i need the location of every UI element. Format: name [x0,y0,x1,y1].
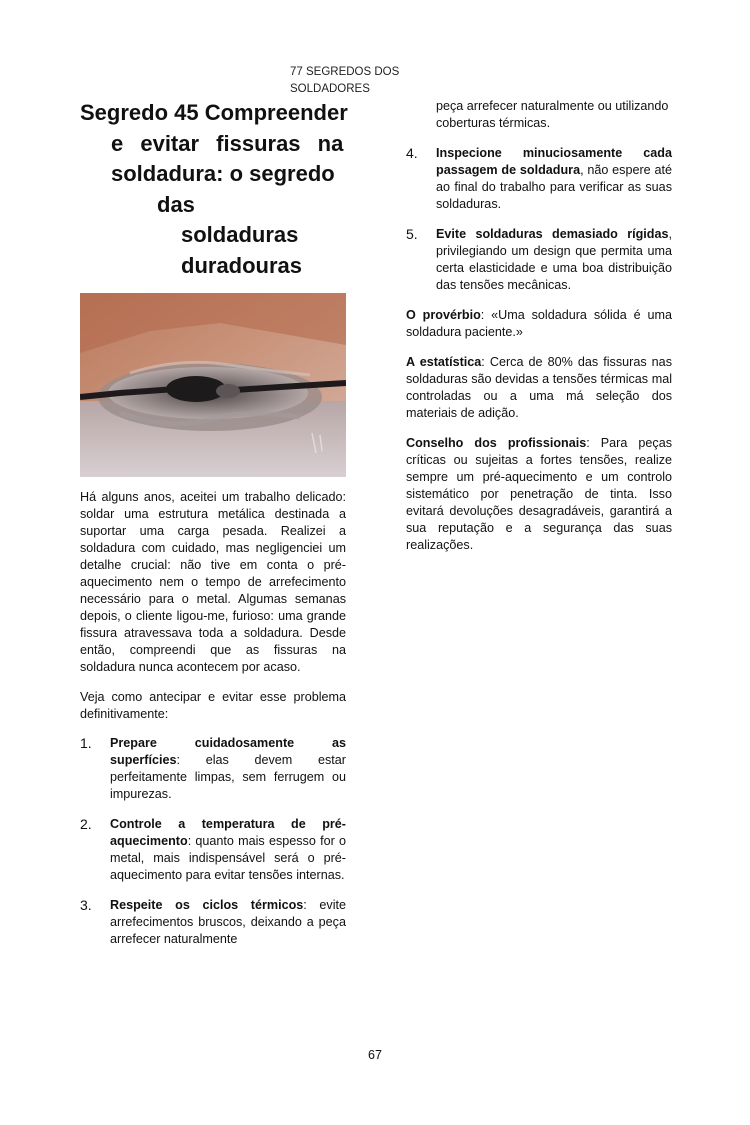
step-number: 2. [80,816,92,832]
step-body: : elas devem estar perfeitamente limpas, sem ferrugem ou impurezas. [110,753,346,801]
proverb-label: O provérbio [406,308,481,322]
step-body: , não espere até ao final do trabalho para verificar as suas soldaduras. [436,163,672,211]
step-heading: Evite soldaduras demasiado rígidas [436,227,669,241]
step-text [436,145,672,213]
list-item [80,816,346,884]
steps-list [80,735,346,948]
left-column [80,98,346,961]
title-line: Segredo 45 Compreender [80,100,348,125]
title-line: e evitar fissuras na [111,130,344,156]
weld-crack-photo [80,293,346,477]
step-body: , privilegiando um design que permita uma certa elasticidade e uma boa distribuição das tensões mecânicas. [436,227,672,292]
lead-in-paragraph: Veja como antecipar e evitar esse problema definitivamente: [80,690,346,721]
intro-paragraph: Há alguns anos, aceitei um trabalho delicado: soldar uma estrutura metálica destinada a suportar uma carga pesada. Realizei a soldadura com cuidado, mas negligenciei um detalhe crucial: não tive em conta o pré-aquecimento nem o tempo de arrefecimento necessário para o metal. Algumas semanas depois, o cliente ligou-me, furioso: uma grande fissura atravessava toda a soldadura. Desde então, compreendi que as fissuras na soldadura nunca acontecem por acaso. [80,490,346,674]
step-body: : quanto mais espesso for o metal, mais indispensável será o pré-aquecimento para evitar tensões internas. [110,834,346,882]
running-header: 77 SEGREDOS DOS SOLDADORES [290,66,400,95]
list-item [80,735,346,803]
list-item [80,897,346,948]
proverb-text: : «Uma soldadura sólida é uma soldadura paciente.» [406,308,673,339]
steps-list-continued [406,145,672,294]
step-number: 1. [80,735,92,751]
statistic-paragraph [406,354,672,422]
title-line: das [157,191,195,217]
chapter-title [80,98,346,281]
advice-text: : Para peças críticas ou sujeitas a fortes tensões, realize sempre um pré-aquecimento e um controlo sistemático por penetração de tinta. Isso evitará devoluções desagradáveis, garantirá a sua reputação e a segurança das suas realizações. [406,436,672,552]
step-text [110,816,346,884]
list-item [406,145,672,213]
step-text [110,735,346,803]
page-number: 67 [368,1048,382,1062]
step-text [436,226,672,294]
proverb-paragraph [406,307,672,341]
advice-paragraph [406,435,672,554]
step-heading: Inspecione minuciosamente cada passagem de soldadura [436,146,672,177]
step-heading: Respeite os ciclos térmicos [110,898,304,912]
step3-continuation: peça arrefecer naturalmente ou utilizando coberturas térmicas. [436,99,669,130]
statistic-label: A estatística [406,355,482,369]
statistic-text: : Cerca de 80% das fissuras nas soldaduras são devidas a tensões térmicas mal controladas ou a uma má seleção dos materiais de adição. [406,355,672,420]
list-item [406,226,672,294]
step-heading: Prepare cuidadosamente as superfícies [110,736,346,767]
step-number: 3. [80,897,92,913]
step-heading: Controle a temperatura de pré-aquecimento [110,817,346,848]
step-number: 4. [406,145,418,161]
title-line: soldaduras [181,222,299,247]
step-number: 5. [406,226,418,242]
advice-label: Conselho dos profissionais [406,436,587,450]
step-body: : evite arrefecimentos bruscos, deixando a peça arrefecer naturalmente [110,898,346,946]
step-text [110,897,346,948]
right-column [406,98,672,554]
title-line: duradouras [181,252,303,278]
title-line: soldadura: o segredo [111,161,335,186]
